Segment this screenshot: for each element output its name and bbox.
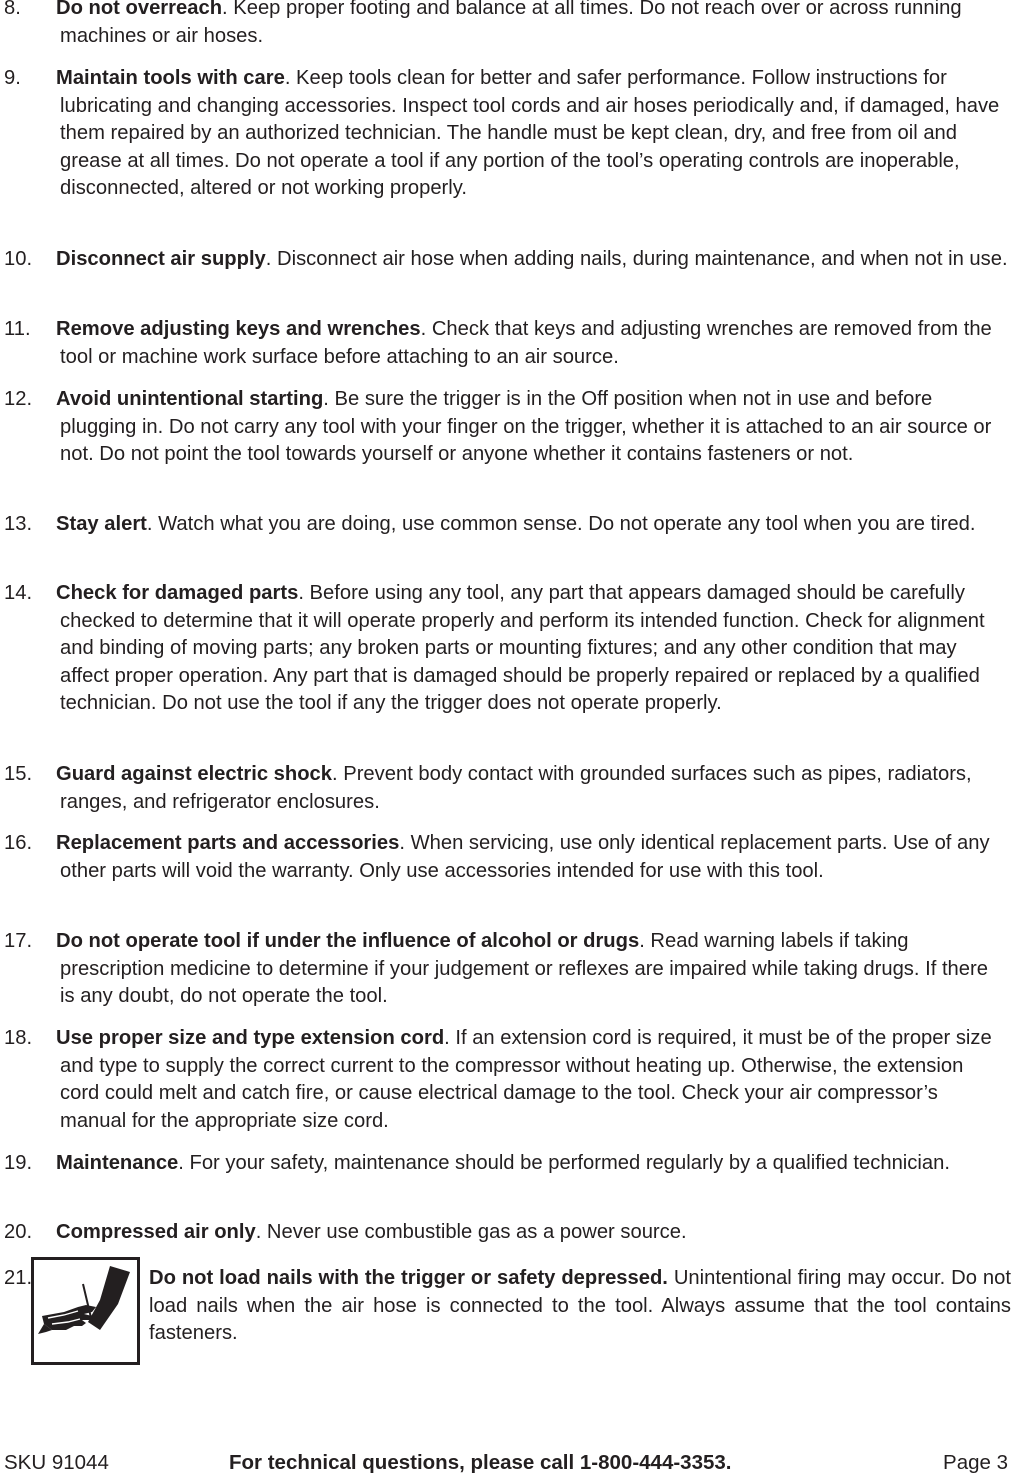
safety-item-15 (0, 761, 1012, 816)
item-number: 20. (4, 1221, 33, 1243)
item-number: 10. (4, 248, 33, 270)
item-body: . Keep proper footing and balance at all times. Do not reach over or across running machines or air hoses. (60, 0, 962, 47)
item-number: 21. (4, 1267, 33, 1289)
item-body: . Be sure the trigger is in the Off position when not in use and before plugging in. Do not carry any tool with your finger on the trigger, whether it is attached to an air source or not. Do not point the tool towards yourself or anyone whether it contains fasteners or not. (60, 388, 992, 465)
item-number: 18. (4, 1027, 33, 1049)
item-body: . For your safety, maintenance should be performed regularly by a qualified technician. (178, 1152, 950, 1174)
item-text (149, 1265, 1011, 1348)
item-text (56, 1150, 1008, 1178)
item-heading: Check for damaged parts (56, 582, 299, 604)
item-body: . Before using any tool, any part that appears damaged should be carefully checked to determine that it will operate properly and perform its intended function. Check for alignment and binding of moving parts; any broken parts or mounting fixtures; and any other condition that may affect proper operation. Any part that is damaged should be properly repaired or replaced by a qualified technician. Do not use the tool if any the trigger does not operate properly. (60, 582, 985, 714)
item-heading: Remove adjusting keys and wrenches (56, 318, 421, 340)
item-heading: Stay alert (56, 513, 147, 535)
safety-item-12 (0, 386, 1012, 469)
item-heading: Guard against electric shock (56, 763, 333, 785)
safety-item-21 (0, 1265, 1012, 1348)
safety-item-14 (0, 580, 1012, 718)
item-body: . Disconnect air hose when adding nails, during maintenance, and when not in use. (265, 248, 1008, 270)
footer-support-phone: For technical questions, please call 1-800-444-3353. (229, 1451, 732, 1474)
item-body: . Read warning labels if taking prescription medicine to determine if your judgement or reflexes are impaired while taking drugs. If there is any doubt, do not operate the tool. (60, 930, 988, 1007)
safety-item-8 (0, 0, 1012, 50)
item-number: 17. (4, 930, 33, 952)
safety-item-18 (0, 1025, 1012, 1135)
item-text (56, 386, 1008, 469)
page-footer (0, 1449, 1012, 1477)
safety-item-19 (0, 1150, 1012, 1178)
safety-item-17 (0, 928, 1012, 1011)
item-heading: Do not overreach (56, 0, 223, 19)
item-number: 16. (4, 832, 33, 854)
safety-item-10 (0, 246, 1012, 274)
item-heading: Maintain tools with care (56, 67, 285, 89)
item-text (56, 830, 1008, 885)
item-body: . Check that keys and adjusting wrenches are removed from the tool or machine work surface before attaching to an air source. (60, 318, 992, 368)
item-heading: Maintenance (56, 1152, 179, 1174)
item-number: 12. (4, 388, 33, 410)
safety-item-9 (0, 65, 1012, 203)
item-heading: Compressed air only (56, 1221, 256, 1243)
item-number: 13. (4, 513, 33, 535)
hand-puncture-hazard-icon (31, 1257, 140, 1365)
item-heading: Do not load nails with the trigger or safety depressed. (149, 1267, 668, 1289)
safety-item-20 (0, 1219, 1012, 1247)
item-body: . Prevent body contact with grounded surfaces such as pipes, radiators, ranges, and refrigerator enclosures. (60, 763, 972, 813)
item-text (56, 246, 1008, 274)
item-body: . Keep tools clean for better and safer performance. Follow instructions for lubricating and changing accessories. Inspect tool cords and air hoses periodically and, if damaged, have them repaired by an authorized technician. The handle must be kept clean, dry, and free from oil and grease at all times. Do not operate a tool if any portion of the tool’s operating controls are inoperable, disconnected, altered or not working properly. (60, 67, 1000, 199)
item-text (56, 1219, 1008, 1247)
item-body: Unintentional firing may occur. Do not load nails when the air hose is connected to the tool. Always assume that the tool contains fasteners. (149, 1267, 1011, 1344)
item-text (56, 761, 1008, 816)
footer-page-number: Page 3 (943, 1451, 1008, 1474)
item-text (56, 928, 1008, 1011)
safety-item-16 (0, 830, 1012, 885)
item-body: . Watch what you are doing, use common sense. Do not operate any tool when you are tired. (146, 513, 976, 535)
item-number: 15. (4, 763, 33, 785)
item-number: 11. (4, 318, 31, 340)
item-number: 8. (4, 0, 21, 19)
item-number: 9. (4, 67, 21, 89)
item-heading: Do not operate tool if under the influence of alcohol or drugs (56, 930, 640, 952)
item-body: . If an extension cord is required, it must be of the proper size and type to supply the correct current to the compressor without heating up. Otherwise, the extension cord could melt and catch fire, or cause electrical damage to the tool. Check your air compressor’s manual for the appropriate size cord. (60, 1027, 992, 1132)
item-heading: Use proper size and type extension cord (56, 1027, 445, 1049)
item-text (56, 65, 1008, 203)
safety-item-11 (0, 316, 1012, 371)
item-text (56, 1025, 1008, 1135)
item-text (56, 316, 1008, 371)
safety-item-13 (0, 511, 1012, 539)
item-text (56, 580, 1008, 718)
item-text (56, 511, 1008, 539)
item-body: . Never use combustible gas as a power source. (255, 1221, 687, 1243)
item-text (56, 0, 1008, 50)
item-heading: Avoid unintentional starting (56, 388, 324, 410)
item-heading: Disconnect air supply (56, 248, 266, 270)
item-heading: Replacement parts and accessories (56, 832, 400, 854)
item-body: . When servicing, use only identical replacement parts. Use of any other parts will void the warranty. Only use accessories intended for use with this tool. (60, 832, 990, 882)
item-number: 14. (4, 582, 33, 604)
item-number: 19. (4, 1152, 33, 1174)
footer-sku: SKU 91044 (4, 1451, 109, 1474)
